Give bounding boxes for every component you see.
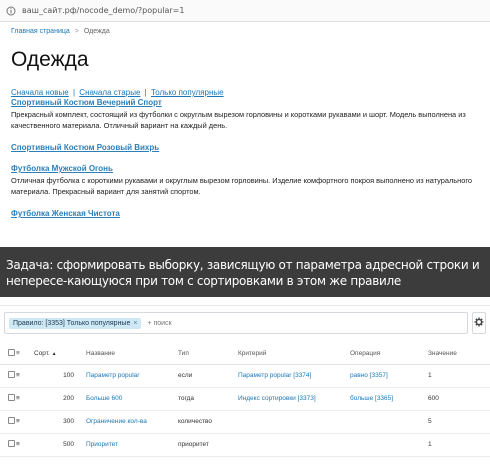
cell-sort: 500 — [34, 433, 86, 456]
table-header-row — [0, 344, 490, 364]
row-checkbox[interactable] — [8, 417, 15, 424]
info-icon[interactable] — [6, 6, 16, 16]
close-icon[interactable]: × — [133, 319, 138, 327]
column-value[interactable]: Значение — [428, 344, 490, 364]
drag-handle-icon[interactable]: ≡ — [16, 418, 20, 425]
breadcrumb-current: Одежда — [83, 28, 110, 35]
cell-criterion[interactable] — [238, 410, 350, 433]
cell-type: количество — [178, 410, 238, 433]
row-checkbox[interactable] — [8, 394, 15, 401]
cell-value: 1 — [428, 433, 490, 456]
cell-sort: 200 — [34, 387, 86, 410]
chevron-right-icon: > — [74, 28, 79, 35]
cell-type: если — [178, 364, 238, 387]
product-title-link[interactable]: Футболка Мужской Огонь — [11, 164, 113, 173]
sort-separator: | — [144, 88, 147, 97]
breadcrumb — [11, 28, 481, 35]
table-row[interactable] — [0, 364, 490, 387]
sort-separator: | — [72, 88, 76, 97]
drag-handle-icon[interactable]: ≡ — [16, 372, 20, 379]
cell-name[interactable]: Больше 600 — [86, 387, 178, 410]
cell-criterion[interactable] — [238, 433, 350, 456]
cell-name[interactable]: Параметр popular — [86, 364, 178, 387]
task-banner: Задача: сформировать выборку, зависящую от параметра адресной строки и непересе-кающуюся при том с сортировками в этом же правиле — [0, 247, 490, 297]
sort-old-link[interactable]: Сначала старые — [79, 88, 141, 97]
column-type[interactable]: Тип — [178, 344, 238, 364]
cell-type: тогда — [178, 387, 238, 410]
list-item — [11, 209, 481, 218]
cell-sort: 300 — [34, 410, 86, 433]
cell-value: 600 — [428, 387, 490, 410]
cell-operation[interactable] — [350, 433, 428, 456]
table-row[interactable] — [0, 410, 490, 433]
cell-operation[interactable] — [350, 410, 428, 433]
settings-button[interactable] — [472, 312, 486, 334]
drag-handle-icon: ≡ — [16, 350, 20, 358]
product-title-link[interactable]: Футболка Женская Чистота — [11, 209, 120, 218]
list-item — [11, 98, 481, 131]
admin-panel — [0, 305, 490, 465]
cell-sort: 100 — [34, 364, 86, 387]
cell-operation[interactable]: больше [3365] — [350, 387, 428, 410]
address-bar[interactable] — [0, 0, 490, 22]
select-all-checkbox[interactable] — [8, 349, 15, 356]
rules-table — [0, 344, 490, 457]
filter-bar[interactable] — [4, 312, 468, 334]
list-item — [11, 164, 481, 197]
drag-handle-icon[interactable]: ≡ — [16, 395, 20, 402]
sort-links — [11, 88, 481, 97]
product-description: Прекрасный комплект, состоящий из футболки с округлым вырезом горловины и коротками рукавами и шорт. Модель выполнена из качественного материала. Отличный вариант на каждый день. — [11, 110, 466, 130]
column-sort[interactable]: Сорт. ▲ — [34, 344, 86, 364]
column-criterion[interactable]: Критерий — [238, 344, 350, 364]
sort-asc-icon: ▲ — [51, 351, 57, 358]
list-item — [11, 143, 481, 152]
row-checkbox[interactable] — [8, 440, 15, 447]
page-content — [11, 28, 481, 218]
sort-new-link[interactable]: Сначала новые — [11, 88, 69, 97]
sort-popular-link[interactable]: Только популярные — [150, 88, 224, 97]
cell-name[interactable]: Ограничение кол-ва — [86, 410, 178, 433]
cell-value: 5 — [428, 410, 490, 433]
table-row[interactable] — [0, 433, 490, 456]
cell-criterion[interactable]: Параметр popular [3374] — [238, 364, 350, 387]
cell-operation[interactable]: равно [3357] — [350, 364, 428, 387]
gear-icon — [474, 314, 484, 332]
column-name[interactable]: Название — [86, 344, 178, 364]
drag-handle-icon[interactable]: ≡ — [16, 441, 20, 448]
page-title: Одежда — [11, 48, 89, 71]
column-operation[interactable]: Операция — [350, 344, 428, 364]
product-title-link[interactable]: Спортивный Костюм Розовый Вихрь — [11, 143, 160, 152]
product-title-link[interactable]: Спортивный Костюм Вечерний Спорт — [11, 98, 162, 107]
table-row[interactable] — [0, 387, 490, 410]
cell-name[interactable]: Приоритет — [86, 433, 178, 456]
cell-value: 1 — [428, 364, 490, 387]
url-text[interactable]: ваш_сайт.рф/nocode_demo/?popular=1 — [22, 6, 185, 15]
cell-criterion[interactable]: Индекс сортировки [3373] — [238, 387, 350, 410]
row-checkbox[interactable] — [8, 371, 15, 378]
breadcrumb-home[interactable]: Главная страница — [11, 28, 70, 35]
filter-chip-label: Правило: [3353] Только популярные — [13, 319, 131, 327]
search-input[interactable] — [147, 320, 267, 327]
filter-chip[interactable] — [9, 318, 141, 329]
product-description: Отличная футболка с короткими рукавами и округлым вырезом горловины. Изделие комфортного покроя выполнено из натурального материала. Прекрасный вариант для занятий спортом. — [11, 176, 472, 196]
cell-type: приоритет — [178, 433, 238, 456]
